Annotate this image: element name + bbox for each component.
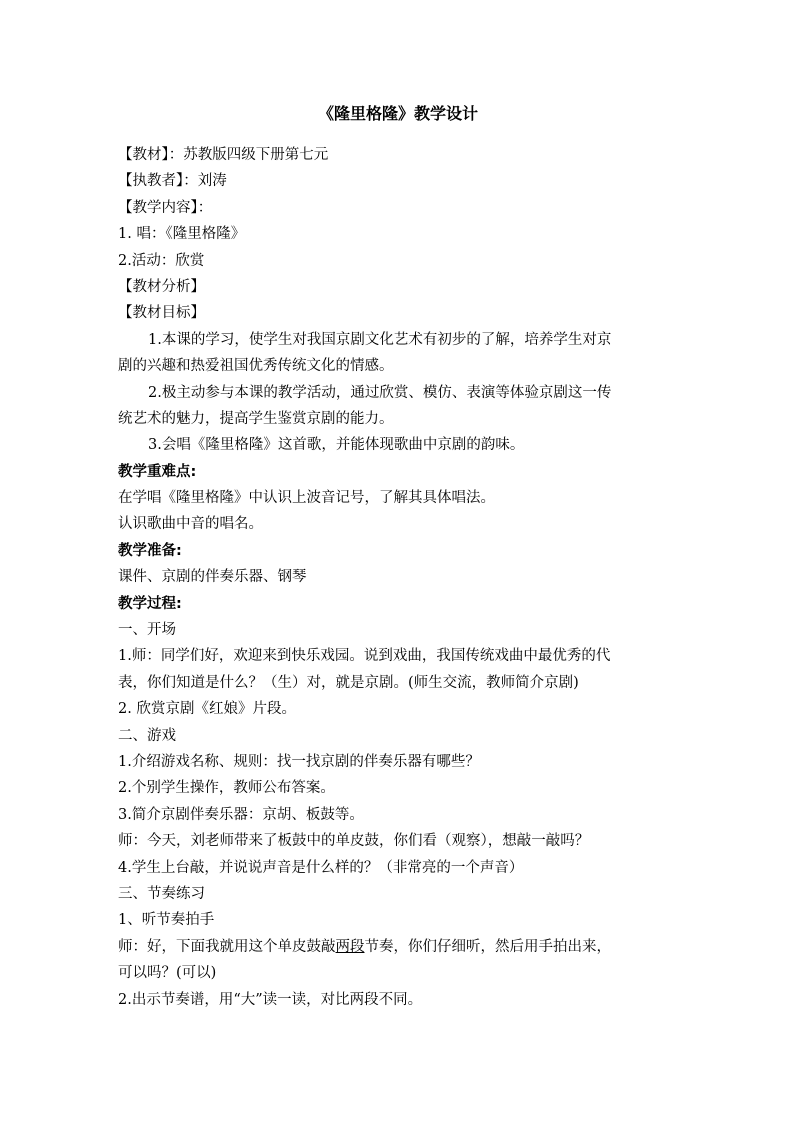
body-line: 3.会唱《隆里格隆》这首歌，并能体现歌曲中京剧的韵味。 xyxy=(148,437,525,454)
body-line xyxy=(118,934,678,960)
body-line: 剧的兴趣和热爱祖国优秀传统文化的情感。 xyxy=(118,358,394,375)
body-line: 2. 欣赏京剧《红娘》片段。 xyxy=(118,701,296,718)
body-line: 2.个别学生操作，教师公布答案。 xyxy=(118,780,335,797)
document-body xyxy=(118,142,678,1013)
body-line: 1.本课的学习，使学生对我国京剧文化艺术有初步的了解，培养学生对京 xyxy=(148,331,612,348)
body-line: 3.简介京剧伴奏乐器：京胡、板鼓等。 xyxy=(118,806,364,823)
body-text: 节奏，你们仔细听，然后用手拍出来， xyxy=(364,938,611,955)
body-line: 认识歌曲中音的唱名。 xyxy=(118,516,263,533)
body-line: 【教学内容】： xyxy=(118,199,213,216)
body-line: 表，你们知道是什么？（生）对，就是京剧。(师生交流，教师简介京剧) xyxy=(118,674,579,691)
document-title: 《隆里格隆》教学设计 xyxy=(317,104,478,123)
body-line: 2.出示节奏谱，用“大”读一读，对比两段不同。 xyxy=(118,991,423,1008)
body-line: 1、听节奏拍手 xyxy=(118,912,215,929)
body-line: 【教材分析】 xyxy=(118,278,205,295)
body-line: 在学唱《隆里格隆》中认识上波音记号，了解其具体唱法。 xyxy=(118,490,495,507)
body-text: 师：好，下面我就用这个单皮鼓敲 xyxy=(118,938,336,955)
body-line: 课件、京剧的伴奏乐器、钢琴 xyxy=(118,569,307,586)
body-line: 2.活动：欣赏 xyxy=(118,252,205,269)
body-line: 4.学生上台敲，并说说声音是什么样的？（非常亮的一个声音） xyxy=(118,859,524,876)
body-line: 1.介绍游戏名称、规则：找一找京剧的伴奏乐器有哪些？ xyxy=(118,753,480,770)
body-line: 【执教者】：刘涛 xyxy=(118,173,227,190)
body-line: 二、游戏 xyxy=(118,727,176,744)
body-line: 可以吗？(可以) xyxy=(118,965,217,982)
body-line: 2.极主动参与本课的教学活动，通过欣赏、模仿、表演等体验京剧这一传 xyxy=(148,384,612,401)
body-line: 统艺术的魅力，提高学生鉴赏京剧的能力。 xyxy=(118,410,394,427)
body-line: 【教材目标】 xyxy=(118,305,205,322)
body-line: 师：今天，刘老师带来了板鼓中的单皮鼓，你们看（观察），想敲一敲吗？ xyxy=(118,833,590,850)
section-heading: 教学重难点: xyxy=(118,463,197,480)
section-heading: 教学过程: xyxy=(118,595,182,612)
body-line: 【教材】：苏教版四级下册第七元 xyxy=(118,147,329,163)
body-line: 一、开场 xyxy=(118,622,176,639)
body-line: 三、节奏练习 xyxy=(118,885,205,902)
underlined-text: 两段 xyxy=(335,938,365,955)
body-line: 1. 唱：《隆里格隆》 xyxy=(118,226,246,243)
body-line: 1.师：同学们好，欢迎来到快乐戏园。说到戏曲，我国传统戏曲中最优秀的代 xyxy=(118,648,611,665)
section-heading: 教学准备: xyxy=(118,542,182,559)
